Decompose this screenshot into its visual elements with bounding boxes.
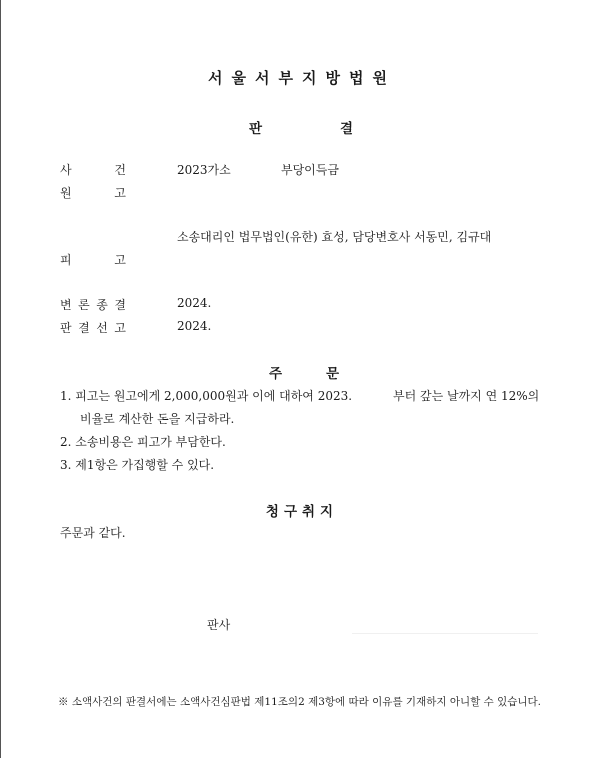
hearing-end-label [60, 296, 126, 313]
order-item-2: 2. 소송비용은 피고가 부담한다. [60, 435, 226, 449]
judgment-date-char-2: 결 [78, 321, 90, 335]
plaintiff-label-spread [60, 184, 126, 201]
judgment-date-char-3: 선 [96, 321, 108, 335]
order-heading-right: 문 [326, 366, 340, 382]
hearing-end-label-spread [60, 296, 126, 313]
plaintiff-label-char-1: 원 [60, 186, 72, 200]
order-item-1-line-2: 비율로 계산한 돈을 지급하라. [80, 412, 235, 426]
plaintiff-label [60, 184, 126, 201]
signature-line [352, 633, 538, 634]
case-label-char-2: 건 [114, 163, 126, 177]
defendant-label [60, 251, 126, 268]
order-item-1-part-a: 1. 피고는 원고에게 2,000,000원과 이에 대하여 2023. [60, 389, 353, 403]
hearing-end-char-3: 종 [96, 298, 108, 312]
claim-heading: 청구취지 [265, 504, 339, 520]
case-number: 2023가소 [177, 163, 231, 177]
defendant-label-char-1: 피 [60, 253, 72, 267]
case-name: 부당이득금 [281, 163, 339, 177]
hearing-end-char-1: 변 [60, 298, 72, 312]
heading-judgment-right: 결 [340, 121, 354, 137]
order-heading-left: 주 [269, 366, 283, 382]
order-item-3: 3. 제1항은 가집행할 수 있다. [60, 458, 215, 472]
case-label-char-1: 사 [60, 163, 72, 177]
hearing-end-date: 2024. [177, 296, 212, 310]
counsel-line: 소송대리인 법무법인(유한) 효성, 담당변호사 서동민, 김규대 [177, 230, 492, 244]
order-item-1-part-b: 부터 갚는 날까지 연 12%의 [393, 389, 540, 403]
judgment-date-label [60, 319, 126, 336]
defendant-label-spread [60, 251, 126, 268]
judgment-date-char-1: 판 [60, 321, 72, 335]
judge-label: 판사 [207, 618, 231, 632]
footnote: ※ 소액사건의 판결서에는 소액사건심판법 제11조의2 제3항에 따라 이유를 기재하지 아니할 수 있습니다. [58, 696, 541, 708]
heading-judgment-left: 판 [249, 121, 263, 137]
judgment-date-label-spread [60, 319, 126, 336]
defendant-label-char-2: 고 [114, 253, 126, 267]
case-label [60, 161, 126, 178]
plaintiff-label-char-2: 고 [114, 186, 126, 200]
hearing-end-char-4: 결 [114, 298, 126, 312]
judgment-date: 2024. [177, 319, 212, 333]
case-label-spread [60, 161, 126, 178]
court-name: 서울서부지방법원 [208, 69, 396, 87]
page-left-edge [0, 0, 1, 758]
hearing-end-char-2: 론 [78, 298, 90, 312]
claim-text: 주문과 같다. [60, 526, 126, 540]
judgment-date-char-4: 고 [114, 321, 126, 335]
